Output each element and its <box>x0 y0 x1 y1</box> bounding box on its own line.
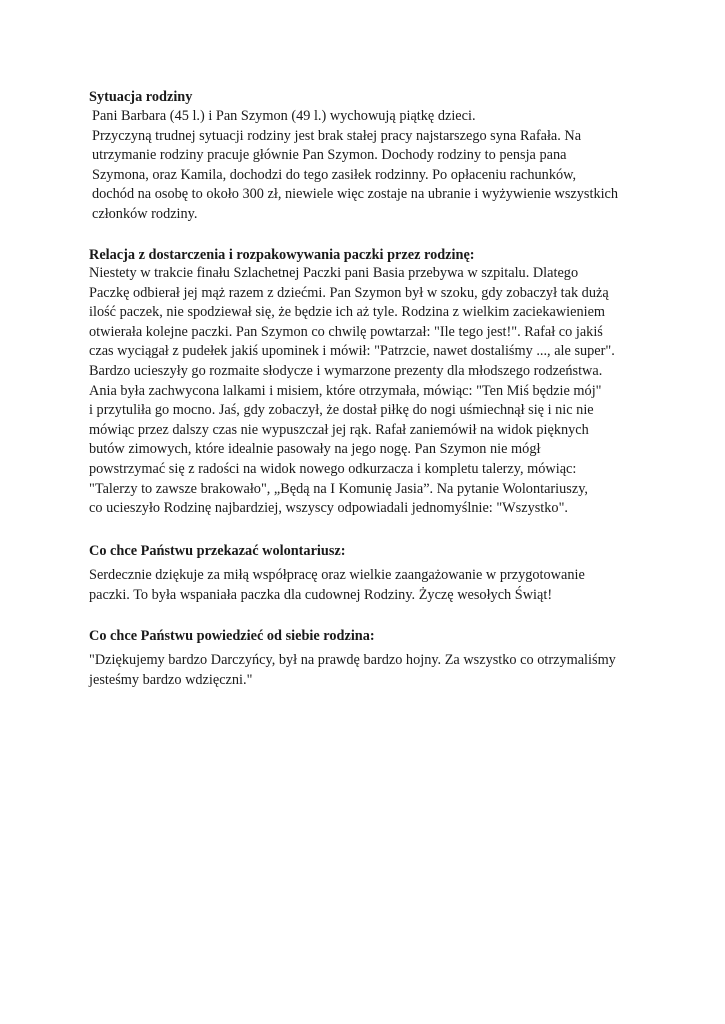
section-body <box>92 107 725 225</box>
section-heading: Co chce Państwu powiedzieć od siebie rodzina: <box>89 628 375 644</box>
text-line: utrzymanie rodziny pracuje głównie Pan Szymon. Dochody rodziny to pensja pana <box>92 147 567 164</box>
text-line: butów zimowych, które idealnie pasowały na jego nogę. Pan Szymon nie mógł <box>89 441 541 458</box>
text-line: "Dziękujemy bardzo Darczyńcy, był na prawdę bardzo hojny. Za wszystko co otrzymaliśmy <box>89 652 616 668</box>
text-line: Ania była zachwycona lalkami i misiem, które otrzymała, mówiąc: "Ten Miś będzie mój" <box>89 382 602 399</box>
text-line: dochód na osobę to około 300 zł, niewiele więc zostaje na ubranie i wyżywienie wszystkich <box>92 186 619 203</box>
text-line: i przytuliła go mocno. Jaś, gdy zobaczył, że dostał piłkę do nogi uśmiechnął się i nic nie <box>89 402 594 419</box>
text-line: Serdecznie dziękuje za miłą współpracę oraz wielkie zaangażowanie w przygotowanie <box>89 567 585 583</box>
section-family-message <box>0 627 725 690</box>
section-heading: Relacja z dostarczenia i rozpakowywania paczki przez rodzinę: <box>89 247 475 263</box>
text-line: Paczkę odbierał jej mąż razem z dziećmi. Pan Szymon był w szoku, gdy zobaczył tak dużą <box>89 284 609 301</box>
section-delivery-report <box>0 246 725 519</box>
text-line: otwierała kolejne paczki. Pan Szymon co chwilę powtarzał: "Ile tego jest!". Rafał co jakiś <box>89 323 603 340</box>
text-line: Szymona, oraz Kamila, dochodzi do tego zasiłek rodzinny. Po opłaceniu rachunków, <box>92 166 577 183</box>
text-line: Bardzo ucieszyły go rozmaite słodycze i wymarzone prezenty dla młodszego rodzeństwa. <box>89 362 603 379</box>
section-body <box>89 566 725 605</box>
text-line: jesteśmy bardzo wdzięczni." <box>89 671 253 688</box>
text-line: paczki. To była wspaniała paczka dla cudownej Rodziny. Życzę wesołych Świąt! <box>89 586 553 603</box>
text-line: Pani Barbara (45 l.) i Pan Szymon (49 l.) wychowują piątkę dzieci. <box>92 108 476 124</box>
text-line: powstrzymać się z radości na widok nowego odkurzacza i kompletu talerzy, mówiąc: <box>89 460 577 477</box>
text-line: czas wyciągał z pudełek jakiś upominek i mówił: "Patrzcie, nawet dostaliśmy ..., ale super". <box>89 343 615 360</box>
text-line: mówiąc przez dalszy czas nie wypuszczał jej rąk. Rafał zaniemówił na widok pięknych <box>89 421 589 438</box>
section-body <box>89 651 725 690</box>
section-heading: Co chce Państwu przekazać wolontariusz: <box>89 543 346 559</box>
text-line: co ucieszyło Rodzinę najbardziej, wszyscy odpowiadali jednomyślnie: "Wszystko". <box>89 500 568 517</box>
text-line: Niestety w trakcie finału Szlachetnej Paczki pani Basia przebywa w szpitalu. Dlatego <box>89 265 579 281</box>
text-line: członków rodziny. <box>92 205 198 222</box>
section-family-situation <box>0 88 725 225</box>
text-line: "Talerzy to zawsze brakowało", „Będą na I Komunię Jasia”. Na pytanie Wolontariuszy, <box>89 480 589 497</box>
section-volunteer-message <box>0 542 725 605</box>
text-line: Przyczyną trudnej sytuacji rodziny jest brak stałej pracy najstarszego syna Rafała. Na <box>92 127 582 144</box>
section-body <box>89 264 725 519</box>
section-heading: Sytuacja rodziny <box>89 89 193 105</box>
text-line: ilość paczek, nie spodziewał się, że będzie ich aż tyle. Rodzina z wielkim zaciekawieniem <box>89 304 606 321</box>
